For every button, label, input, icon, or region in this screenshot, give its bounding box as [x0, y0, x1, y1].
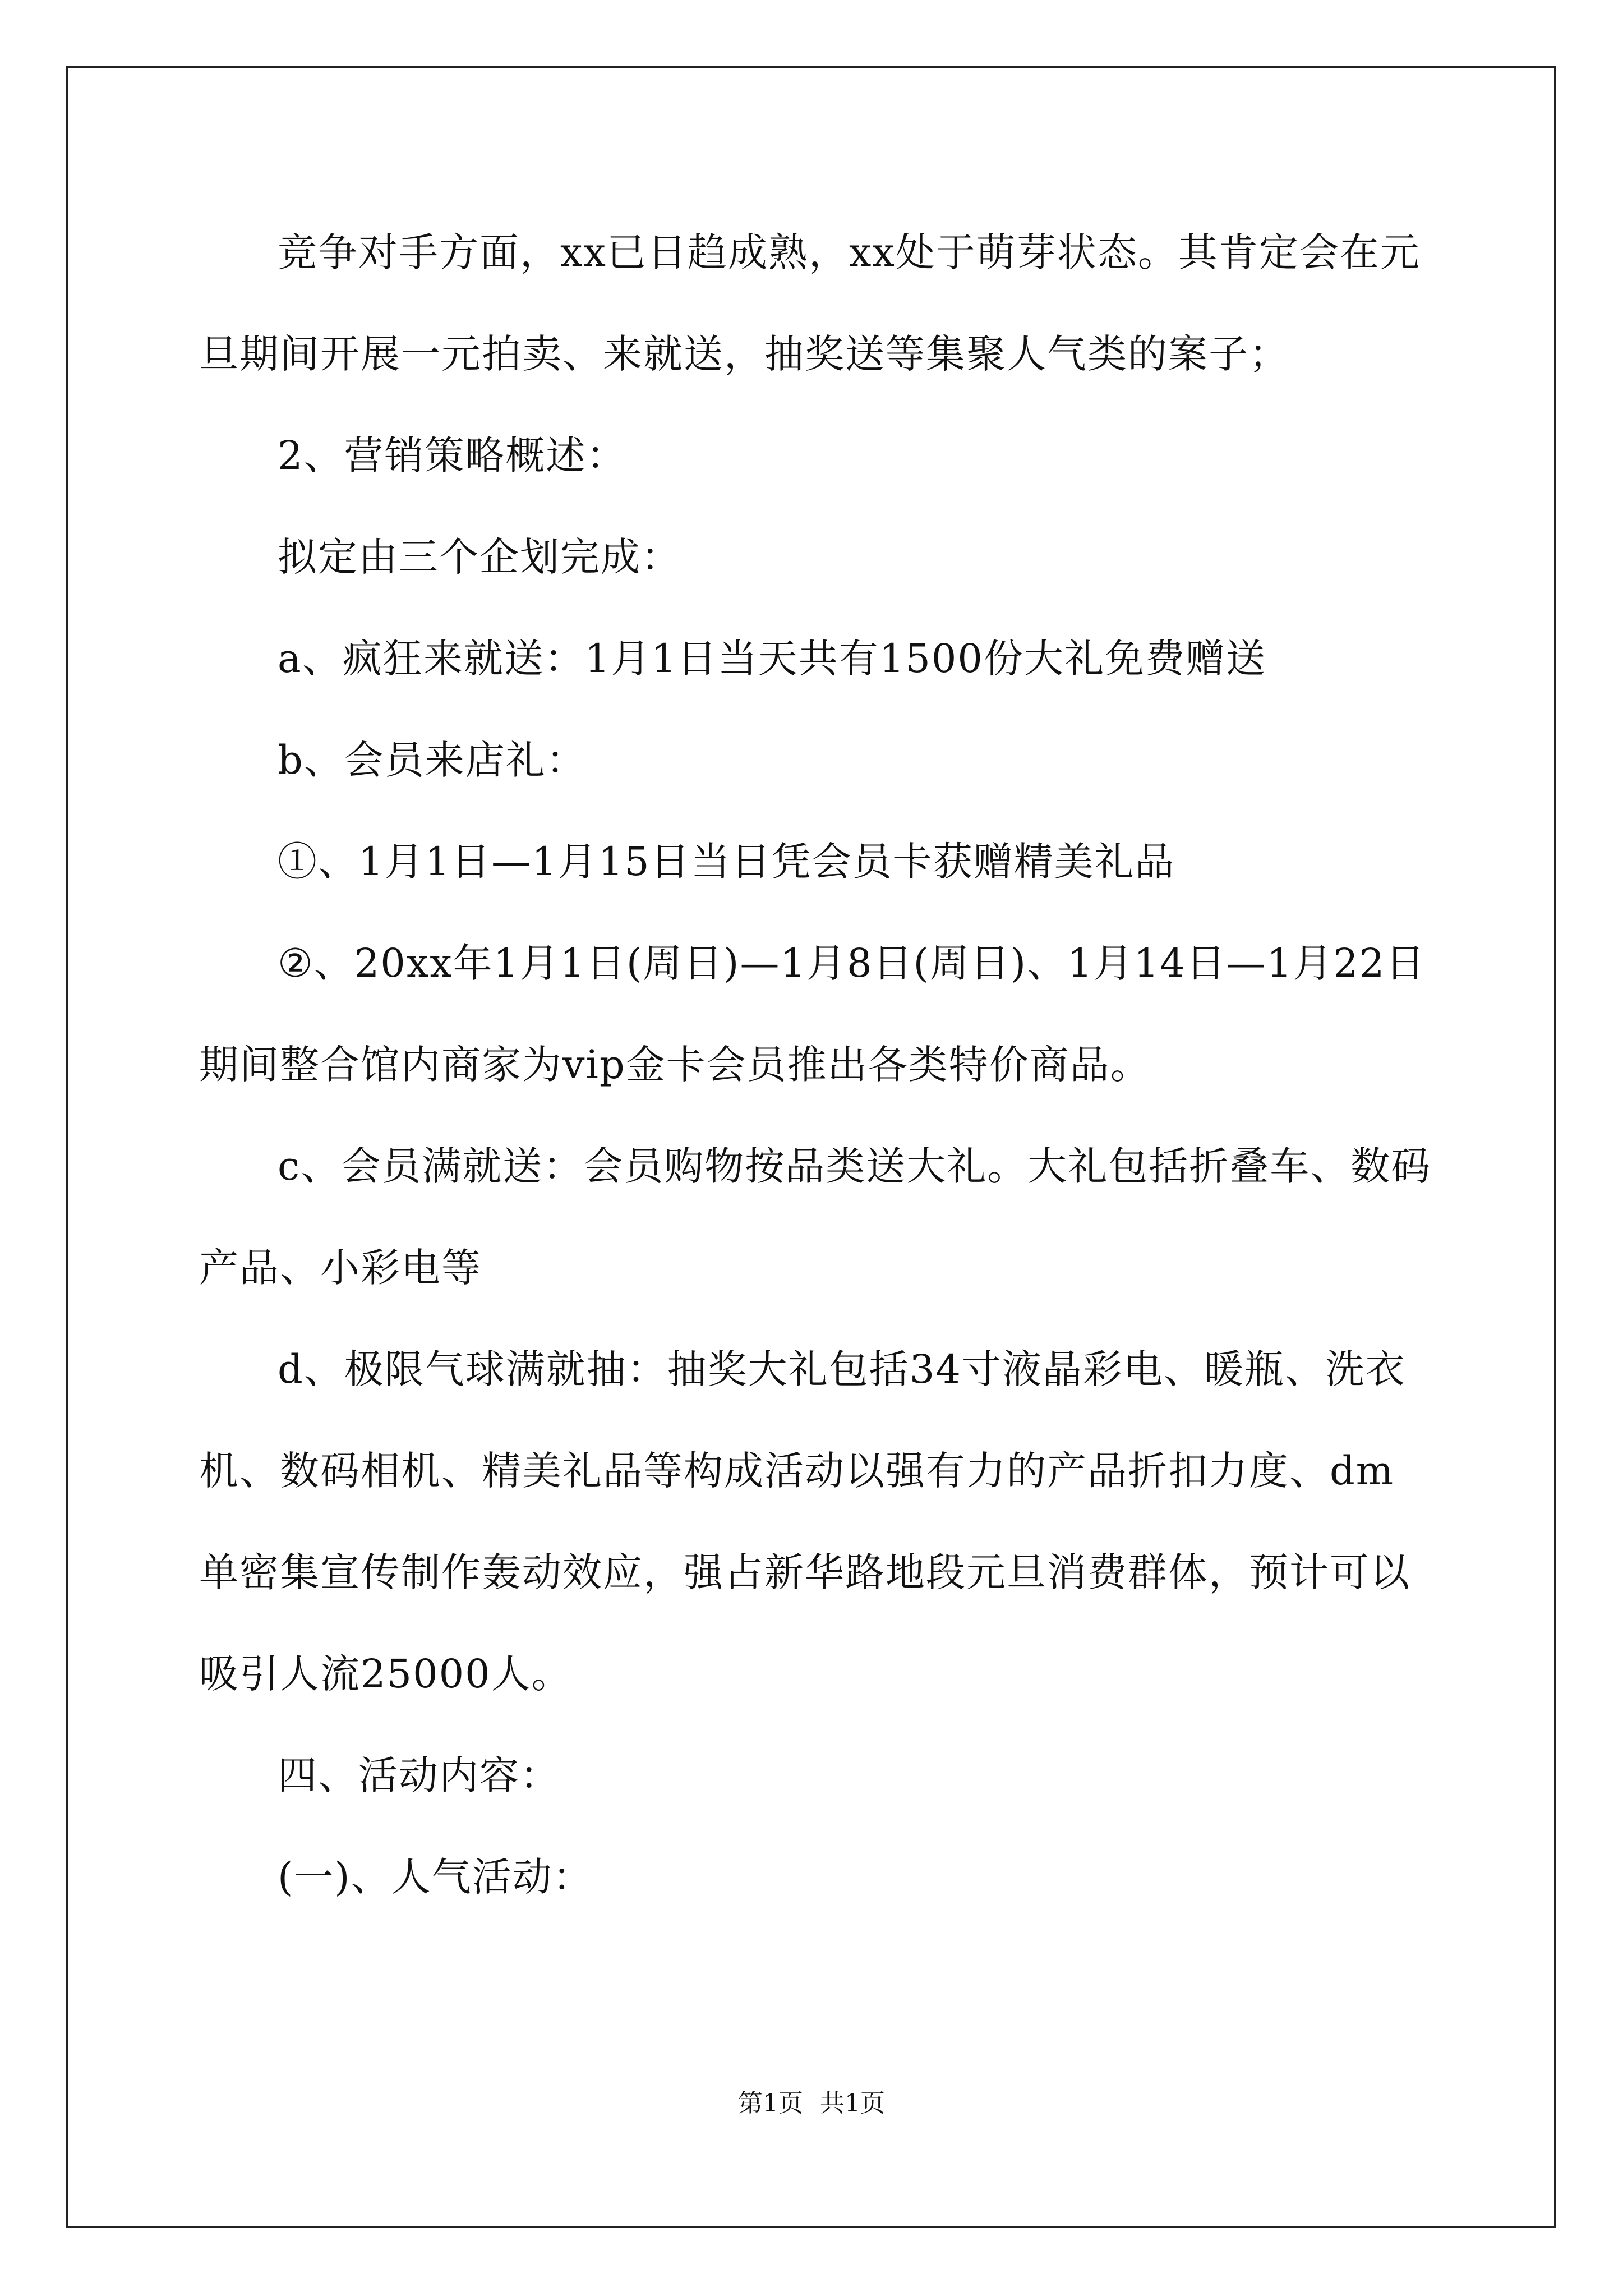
document-body — [199, 202, 1433, 1928]
paragraph: ②、20xx年1月1日(周日)—1月8日(周日)、1月14日—1月22日期间整合馆内商家为vip金卡会员推出各类特价商品。 — [199, 940, 1426, 1088]
page-footer — [0, 2087, 1623, 2120]
paragraph: 竞争对手方面，xx已日趋成熟，xx处于萌芽状态。其肯定会在元旦期间开展一元拍卖、来就送，抽奖送等集聚人气类的案子； — [199, 229, 1421, 377]
paragraph: b、会员来店礼： — [278, 737, 587, 783]
paragraph: 四、活动内容： — [278, 1752, 560, 1798]
paragraph: ①、1月1日—1月15日当日凭会员卡获赠精美礼品 — [278, 839, 1175, 885]
paragraph: (一)、人气活动： — [278, 1854, 593, 1900]
page-number-total: 共1页 — [820, 2089, 885, 2118]
paragraph: c、会员满就送：会员购物按品类送大礼。大礼包括折叠车、数码产品、小彩电等 — [199, 1143, 1432, 1291]
paragraph: d、极限气球满就抽：抽奖大礼包括34寸液晶彩电、暖瓶、洗衣机、数码相机、精美礼品等构成活动以强有力的产品折扣力度、dm单密集宣传制作轰动效应，强占新华路地段元旦消费群体，预计可以吸引人流25000人。 — [199, 1346, 1410, 1697]
paragraph: 2、营销策略概述： — [278, 432, 627, 478]
page-number-current: 第1页 — [738, 2089, 803, 2118]
paragraph: 拟定由三个企划完成： — [278, 534, 681, 580]
paragraph: a、疯狂来就送：1月1日当天共有1500份大礼免费赠送 — [278, 636, 1266, 682]
